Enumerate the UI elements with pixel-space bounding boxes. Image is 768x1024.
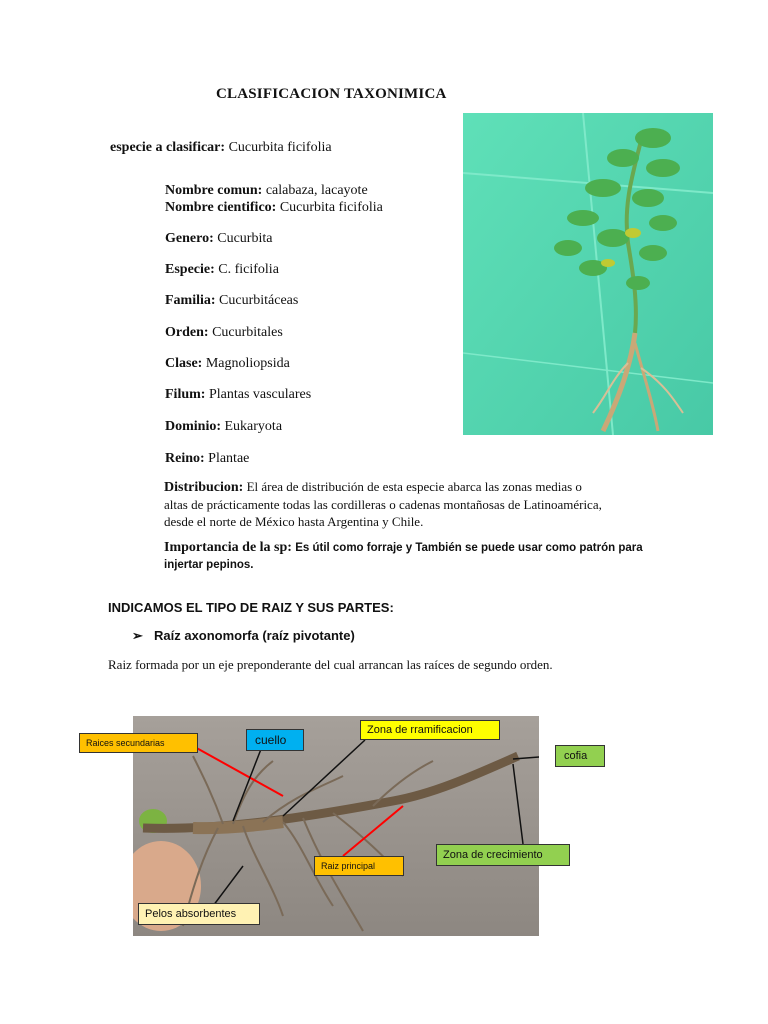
taxon-value: Plantas vasculares: [208, 387, 312, 402]
label-zona-crecimiento: Zona de crecimiento: [436, 844, 570, 866]
bullet-arrow-icon: ➢: [132, 628, 143, 643]
taxon-label: Reino:: [165, 451, 205, 466]
taxon-value: Plantae: [208, 451, 250, 466]
root-type: Raíz axonomorfa (raíz pivotante): [154, 628, 355, 643]
taxon-value: Cucurbita: [217, 231, 273, 246]
arrow-pelos: [213, 866, 243, 906]
taxon-value: C. ficifolia: [218, 262, 279, 277]
species-label: especie a clasificar:: [110, 140, 226, 155]
root-type-item: [132, 628, 355, 644]
distribution-text: altas de prácticamente todas las cordilleras o cadenas montañosas de Latinoamérica,: [164, 497, 602, 512]
taxon-value: Cucurbitáceas: [219, 293, 299, 308]
taxon-value: Eukaryota: [224, 419, 283, 434]
importance-text: Es útil como forraje y También se puede usar como patrón para: [295, 542, 643, 554]
taxon-row-nombre-comun: [165, 183, 368, 199]
taxon-row-filum: [165, 387, 311, 403]
taxon-row-familia: [165, 293, 298, 309]
plant-photo: [463, 113, 713, 435]
taxon-row-orden: [165, 325, 283, 341]
taxon-row-dominio: [165, 419, 282, 435]
label-cuello: cuello: [246, 729, 304, 751]
distribution-label: Distribucion:: [164, 480, 244, 495]
root-description: Raiz formada por un eje preponderante del cual arrancan las raíces de segundo orden.: [108, 657, 553, 672]
taxon-label: Especie:: [165, 262, 215, 277]
plant-illustration: [463, 113, 713, 435]
taxon-label: Clase:: [165, 356, 203, 371]
arrow-crecimiento: [513, 764, 523, 844]
distribution-text: El área de distribución de esta especie abarca las zonas medias o: [246, 479, 582, 494]
taxon-value: Magnoliopsida: [205, 356, 290, 371]
taxon-value: calabaza, lacayote: [265, 183, 368, 198]
taxon-row-genero: [165, 231, 272, 247]
page-title: CLASIFICACION TAXONIMICA: [216, 86, 447, 102]
taxon-row-reino: [165, 451, 249, 467]
label-raiz-principal: Raiz principal: [314, 856, 404, 876]
label-zona-ramificacion: Zona de rramificacion: [360, 720, 500, 740]
arrow-principal: [343, 806, 403, 856]
taxon-row-nombre-cientifico: [165, 200, 383, 216]
species-value: Cucurbita ficifolia: [228, 140, 332, 155]
root-heading: INDICAMOS EL TIPO DE RAIZ Y SUS PARTES:: [108, 600, 394, 615]
taxon-label: Nombre cientifico:: [165, 200, 277, 215]
taxon-value: Cucurbitales: [212, 325, 283, 340]
taxon-row-especie: [165, 262, 279, 278]
taxon-row-clase: [165, 356, 290, 372]
species-line: [110, 140, 332, 156]
distribution-text: desde el norte de México hasta Argentina y Chile.: [164, 514, 424, 529]
distribution-paragraph: [164, 478, 664, 530]
arrow-secundarias: [193, 746, 283, 796]
importance-label: Importancia de la sp:: [164, 540, 292, 555]
label-pelos-absorbentes: Pelos absorbentes: [138, 903, 260, 925]
taxon-label: Orden:: [165, 325, 209, 340]
taxon-value: Cucurbita ficifolia: [279, 200, 383, 215]
arrow-ramificacion: [283, 740, 365, 816]
taxon-label: Filum:: [165, 387, 206, 402]
label-cofia: cofia: [555, 745, 605, 767]
taxon-label: Dominio:: [165, 419, 221, 434]
arrow-cofia: [513, 756, 539, 759]
label-raices-secundarias: Raices secundarias: [79, 733, 198, 753]
importance-text: injertar pepinos.: [164, 559, 254, 571]
importance-paragraph: [164, 538, 704, 574]
taxon-label: Familia:: [165, 293, 216, 308]
taxon-label: Nombre comun:: [165, 183, 263, 198]
taxon-label: Genero:: [165, 231, 214, 246]
